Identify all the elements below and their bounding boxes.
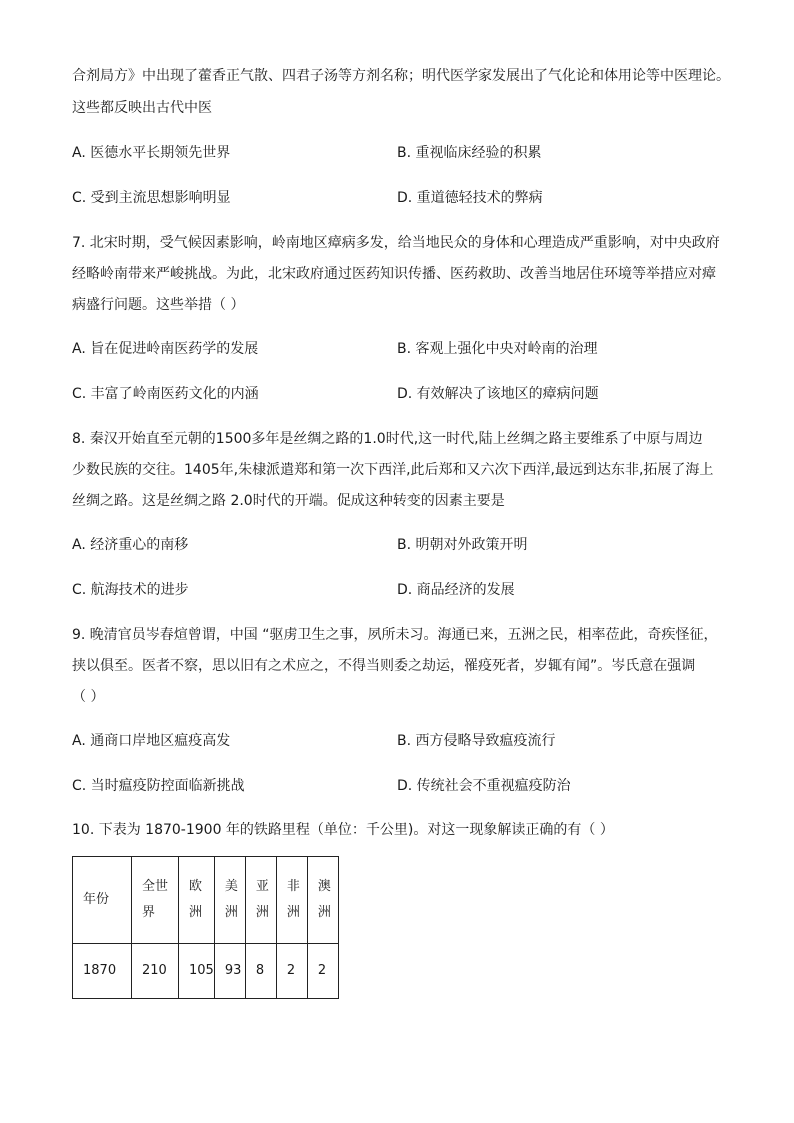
q8-option-c: C. 航海技术的进步 <box>72 582 189 598</box>
q9-option-d: D. 传统社会不重视瘟疫防治 <box>397 778 571 794</box>
q6-option-d: D. 重道德轻技术的弊病 <box>397 190 543 206</box>
q8-stem-line-2: 少数民族的交往。1405年,朱棣派遣郑和第一次下西洋,此后郑和又六次下西洋,最远到达东非,拓展了海上 <box>72 462 714 478</box>
cell-asia: 8 <box>245 944 276 999</box>
header-world-line-2: 界 <box>142 905 156 920</box>
q8-stem-line-1: 8. 秦汉开始直至元朝的1500多年是丝绸之路的1.0时代,这一时代,陆上丝绸之路主要维系了中原与周边 <box>72 431 703 447</box>
railway-mileage-table <box>72 856 339 999</box>
q9-option-c: C. 当时瘟疫防控面临新挑战 <box>72 778 245 794</box>
header-cell-america <box>214 857 245 944</box>
q9-option-b: B. 西方侵略导致瘟疫流行 <box>397 733 556 749</box>
header-africa-line-1: 非 <box>286 879 300 894</box>
q9-stem-line-2: 挟以俱至。医者不察，思以旧有之术应之，不得当则委之劫运，罹疫死者，岁辄有闻”。岑氏意在强调 <box>72 658 696 674</box>
q10-stem-line-1: 10. 下表为 1870-1900 年的铁路里程（单位：千公里)。对这一现象解读正确的有（ ） <box>72 822 614 838</box>
q7-stem-line-1: 7. 北宋时期，受气候因素影响，岭南地区瘴病多发，给当地民众的身体和心理造成严重影响，对中央政府 <box>72 235 720 251</box>
q7-option-b: B. 客观上强化中央对岭南的治理 <box>397 341 598 357</box>
q8-stem-line-3: 丝绸之路。这是丝绸之路 2.0时代的开端。促成这种转变的因素主要是 <box>72 493 505 509</box>
header-cell-oceania <box>307 857 338 944</box>
header-cell-year <box>73 857 132 944</box>
cell-africa: 2 <box>276 944 307 999</box>
q6-option-b: B. 重视临床经验的积累 <box>397 145 542 161</box>
header-america-line-2: 洲 <box>224 905 238 920</box>
header-europe-line-2: 洲 <box>189 905 203 920</box>
q6-stem-line-1: 合剂局方》中出现了藿香正气散、四君子汤等方剂名称；明代医学家发展出了气化论和体用论等中医理论。 <box>72 68 730 84</box>
q6-option-a: A. 医德水平长期领先世界 <box>72 145 231 161</box>
q6-stem-line-2: 这些都反映出古代中医 <box>72 100 212 116</box>
q7-option-c: C. 丰富了岭南医药文化的内涵 <box>72 386 259 402</box>
header-cell-europe <box>179 857 215 944</box>
header-cell-africa <box>276 857 307 944</box>
header-oceania-line-2: 洲 <box>317 905 331 920</box>
header-asia-line-1: 亚 <box>255 879 269 894</box>
q7-stem-line-3: 病盛行问题。这些举措（ ） <box>72 297 245 313</box>
q7-stem-line-2: 经略岭南带来严峻挑战。为此，北宋政府通过医药知识传播、医药救助、改善当地居住环境等举措应对瘴 <box>72 266 716 282</box>
cell-europe: 105 <box>179 944 215 999</box>
header-africa-line-2: 洲 <box>286 905 300 920</box>
cell-year: 1870 <box>73 944 132 999</box>
cell-america: 93 <box>214 944 245 999</box>
cell-oceania: 2 <box>307 944 338 999</box>
header-cell-world <box>132 857 179 944</box>
header-europe-line-1: 欧 <box>189 879 203 894</box>
q9-option-a: A. 通商口岸地区瘟疫高发 <box>72 733 231 749</box>
q8-option-d: D. 商品经济的发展 <box>397 582 515 598</box>
q9-stem-line-3: （ ） <box>72 689 105 705</box>
header-cell-asia <box>245 857 276 944</box>
q7-option-d: D. 有效解决了该地区的瘴病问题 <box>397 386 599 402</box>
q8-option-a: A. 经济重心的南移 <box>72 537 189 553</box>
table-row <box>73 944 339 999</box>
header-asia-line-2: 洲 <box>255 905 269 920</box>
header-world-line-1: 全世 <box>142 879 169 894</box>
table-header-row <box>73 857 339 944</box>
q7-option-a: A. 旨在促进岭南医药学的发展 <box>72 341 259 357</box>
q8-option-b: B. 明朝对外政策开明 <box>397 537 528 553</box>
header-america-line-1: 美 <box>224 879 238 894</box>
header-oceania-line-1: 澳 <box>317 879 331 894</box>
cell-world: 210 <box>132 944 179 999</box>
header-year-label: 年份 <box>83 892 110 907</box>
q9-stem-line-1: 9. 晚清官员岑春煊曾谓，中国 “驱虏卫生之事，夙所未习。海通已来，五洲之民，相率莅此，奇疾怪征， <box>72 627 718 643</box>
q6-option-c: C. 受到主流思想影响明显 <box>72 190 231 206</box>
